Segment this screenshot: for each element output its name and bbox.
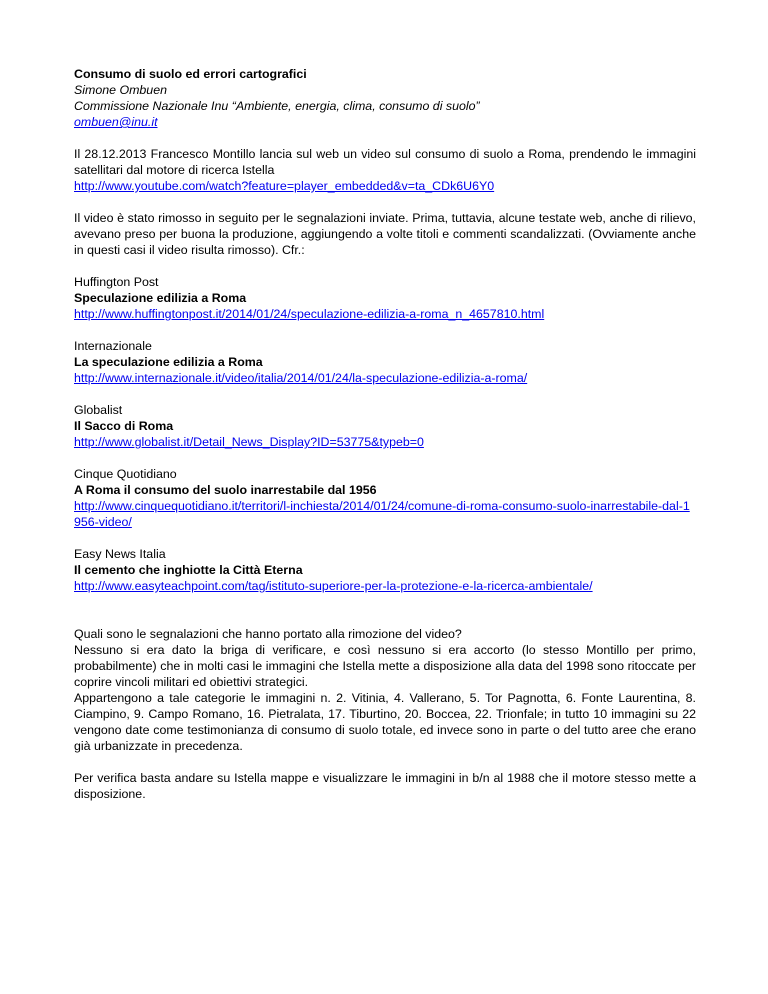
source-link[interactable]: http://www.huffingtonpost.it/2014/01/24/speculazione-edilizia-a-roma_n_4657810.html bbox=[74, 307, 545, 321]
source-headline: La speculazione edilizia a Roma bbox=[74, 355, 263, 369]
source-headline: Il cemento che inghiotte la Città Eterna bbox=[74, 563, 303, 577]
source-link[interactable]: http://www.internazionale.it/video/italia/2014/01/24/la-speculazione-edilizia-a-roma/ bbox=[74, 371, 528, 385]
document-title: Consumo di suolo ed errori cartografici bbox=[74, 67, 307, 81]
video-link[interactable]: http://www.youtube.com/watch?feature=player_embedded&v=ta_CDk6U6Y0 bbox=[74, 179, 495, 193]
author-name: Simone Ombuen bbox=[74, 83, 167, 97]
source-outlet: Internazionale bbox=[74, 339, 152, 353]
verification-paragraph: Per verifica basta andare su Istella mappe e visualizzare le immagini in b/n al 1988 che il motore stesso mette a disposizione. bbox=[74, 771, 696, 801]
source-link[interactable]: http://www.easyteachpoint.com/tag/istituto-superiore-per-la-protezione-e-la-ricerca-ambientale/ bbox=[74, 579, 593, 593]
analysis-paragraph: Nessuno si era dato la briga di verificare, e così nessuno si era accorto (lo stesso Montillo per primo, probabilmente) che in molti casi le immagini che Istella mette a disposizione alla data del 1998 sono ritoccate per coprire vincoli militari ed obiettivi strategici. bbox=[74, 643, 696, 689]
source-link[interactable]: http://www.cinquequotidiano.it/territori/l-inchiesta/2014/01/24/comune-di-roma-consumo-suolo-inarrestabile-dal-1956-video/ bbox=[74, 499, 690, 529]
author-affiliation: Commissione Nazionale Inu “Ambiente, energia, clima, consumo di suolo” bbox=[74, 99, 480, 113]
source-item bbox=[74, 338, 696, 386]
source-item bbox=[74, 466, 696, 530]
author-email-link[interactable]: ombuen@inu.it bbox=[74, 115, 158, 129]
source-outlet: Easy News Italia bbox=[74, 547, 166, 561]
source-outlet: Globalist bbox=[74, 403, 123, 417]
intro-paragraph: Il 28.12.2013 Francesco Montillo lancia sul web un video sul consumo di suolo a Roma, prendendo le immagini satellitari dal motore di ricerca Istella bbox=[74, 147, 696, 177]
source-headline: A Roma il consumo del suolo inarrestabile dal 1956 bbox=[74, 483, 377, 497]
removal-paragraph: Il video è stato rimosso in seguito per le segnalazioni inviate. Prima, tuttavia, alcune testate web, anche di rilievo, avevano preso per buona la produzione, aggiungendo a volte titoli e commenti scandalizzati. (Ovviamente anche in questi casi il video risulta rimosso). Cfr.: bbox=[74, 211, 696, 257]
source-outlet: Huffington Post bbox=[74, 275, 159, 289]
source-item bbox=[74, 274, 696, 322]
source-headline: Speculazione edilizia a Roma bbox=[74, 291, 247, 305]
source-item bbox=[74, 546, 696, 594]
source-link[interactable]: http://www.globalist.it/Detail_News_Display?ID=53775&typeb=0 bbox=[74, 435, 424, 449]
source-headline: Il Sacco di Roma bbox=[74, 419, 174, 433]
source-item bbox=[74, 402, 696, 450]
document-page bbox=[74, 66, 696, 802]
analysis-question: Quali sono le segnalazioni che hanno portato alla rimozione del video? bbox=[74, 627, 462, 641]
source-outlet: Cinque Quotidiano bbox=[74, 467, 177, 481]
analysis-paragraph: Appartengono a tale categorie le immagini n. 2. Vitinia, 4. Vallerano, 5. Tor Pagnotta, 6. Fonte Laurentina, 8. Ciampino, 9. Campo Romano, 16. Pietralata, 17. Tiburtino, 20. Boccea, 22. Trionfale; in tutto 10 immagini su 22 vengono date come testimonianza di consumo di suolo totale, ed invece sono in parte o del tutto aree che erano già urbanizzate in precedenza. bbox=[74, 691, 696, 753]
